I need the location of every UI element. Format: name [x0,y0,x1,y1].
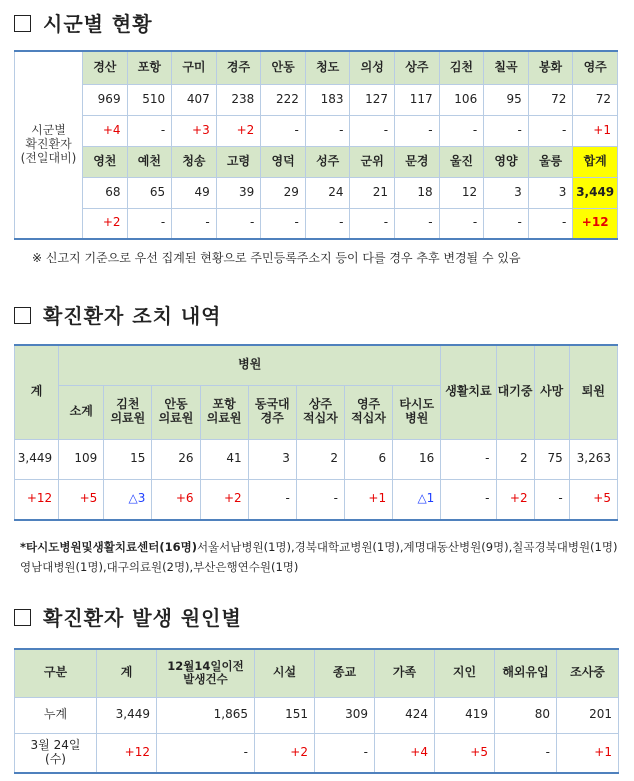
city-total: 72 [528,84,573,115]
actions-footnote: *타시도병원및생활치료센터(16명)서울서남병원(1명),경북대학교병원(1명),계명대동산병원(9명),칠곡경북대병원(1명) 영남대병원(1명),대구의료원(2명),부산은행연수원(1명) [20,540,618,574]
city-total: 12 [439,177,484,208]
city-change: +3 [172,115,217,146]
cell: +5 [435,733,495,773]
row1-names [15,51,618,84]
city-name: 청송 [172,146,217,177]
city-total: 95 [484,84,529,115]
head-hospital-gimcheon: 김천 의료원 [104,385,152,439]
cell: +2 [200,479,248,520]
cell: +2 [255,733,315,773]
head-hospital-dongguk: 동국대 경주 [248,385,296,439]
cell: 3 [248,439,296,479]
cell: 누계 [15,697,97,733]
cell: - [441,439,496,479]
head-hospital-pohang: 포항 의료원 [200,385,248,439]
city-total: 510 [127,84,172,115]
cell: +1 [557,733,619,773]
cell: - [315,733,375,773]
city-name: 고령 [216,146,261,177]
city-name: 영주 [573,51,618,84]
section-title-city: 시군별 현황 [14,8,153,37]
cell: - [495,733,557,773]
actions-changes-row [15,479,618,520]
cell: 424 [375,697,435,733]
head-investigating: 조사중 [557,649,619,697]
head-discharge: 퇴원 [569,345,617,439]
cell: - [296,479,344,520]
grand-total: 3,449 [573,177,618,208]
cell: - [441,479,496,520]
city-total: 238 [216,84,261,115]
grand-total-change: +12 [573,208,618,239]
city-name: 성주 [305,146,350,177]
cell: 26 [152,439,200,479]
row1-totals [15,84,618,115]
city-name: 포항 [127,51,172,84]
cell: - [248,479,296,520]
city-status-table [14,50,618,240]
cell: 75 [534,439,569,479]
city-change: - [484,115,529,146]
city-change: - [439,208,484,239]
head-total: 계 [97,649,157,697]
head-overseas: 해외유입 [495,649,557,697]
city-change: - [484,208,529,239]
head-hospital-other: 타시도 병원 [393,385,441,439]
city-change: - [305,115,350,146]
checkbox-square-icon [14,609,31,626]
city-name: 상주 [395,51,440,84]
city-change: +4 [83,115,128,146]
city-total: 117 [395,84,440,115]
cell: △3 [104,479,152,520]
city-name: 안동 [261,51,306,84]
cell: - [534,479,569,520]
total-label: 합계 [573,146,618,177]
head-death: 사망 [534,345,569,439]
city-total: 3 [484,177,529,208]
cell: +5 [569,479,617,520]
causes-daily-row [15,733,619,773]
cell: +12 [97,733,157,773]
city-name: 문경 [395,146,440,177]
cell: - [157,733,255,773]
city-total: 3 [528,177,573,208]
city-total: 49 [172,177,217,208]
head-acquaintance: 지인 [435,649,495,697]
city-change: - [350,208,395,239]
cell: 2 [496,439,534,479]
city-total: 72 [573,84,618,115]
cell: 6 [344,439,392,479]
city-name: 청도 [305,51,350,84]
city-change: - [127,208,172,239]
actions-table [14,344,618,521]
cell: +4 [375,733,435,773]
head-total: 계 [15,345,59,439]
cell: +12 [15,479,59,520]
city-total: 407 [172,84,217,115]
city-footnote: ※ 신고지 기준으로 우선 집계된 현황으로 주민등록주소지 등이 다를 경우 추후 변경될 수 있음 [32,251,521,265]
cell: 201 [557,697,619,733]
cell: 15 [104,439,152,479]
cell: 419 [435,697,495,733]
city-change: - [528,115,573,146]
city-name: 구미 [172,51,217,84]
city-change: - [395,208,440,239]
city-name: 경산 [83,51,128,84]
city-name: 영덕 [261,146,306,177]
actions-totals-row [15,439,618,479]
cell: 41 [200,439,248,479]
city-name: 울릉 [528,146,573,177]
city-change: - [305,208,350,239]
cell: 109 [59,439,104,479]
date-label: 3월 24일 (수) [15,733,97,773]
city-total: 39 [216,177,261,208]
side-label: 시군별 확진환자 (전일대비) [15,51,83,239]
city-total: 127 [350,84,395,115]
city-name: 김천 [439,51,484,84]
cell: 16 [393,439,441,479]
head-life-treatment: 생활치료 [441,345,496,439]
head-facility: 시설 [255,649,315,697]
city-change: - [216,208,261,239]
head-category: 구분 [15,649,97,697]
city-change: - [439,115,484,146]
cell: 3,449 [97,697,157,733]
city-change: - [350,115,395,146]
cell: +5 [59,479,104,520]
row2-changes [15,208,618,239]
cell: 1,865 [157,697,255,733]
head-waiting: 대기중 [496,345,534,439]
city-total: 65 [127,177,172,208]
city-name: 영양 [484,146,529,177]
city-change: +1 [573,115,618,146]
cell: 80 [495,697,557,733]
city-total: 18 [395,177,440,208]
city-name: 울진 [439,146,484,177]
cell: 309 [315,697,375,733]
city-change: - [127,115,172,146]
cell: 3,263 [569,439,617,479]
causes-cumulative-row [15,697,619,733]
cell: 151 [255,697,315,733]
head-family: 가족 [375,649,435,697]
city-total: 24 [305,177,350,208]
city-change: - [261,208,306,239]
city-change: - [172,208,217,239]
city-total: 222 [261,84,306,115]
head-hospital-andong: 안동 의료원 [152,385,200,439]
cell: 2 [296,439,344,479]
head-hospital: 병원 [59,345,441,385]
row2-totals [15,177,618,208]
cell: 3,449 [15,439,59,479]
head-hospital-sangju: 상주 적십자 [296,385,344,439]
city-total: 68 [83,177,128,208]
head-before-dec14: 12월14일이전 발생건수 [157,649,255,697]
city-name: 봉화 [528,51,573,84]
section-title-causes: 확진환자 발생 원인별 [14,602,242,631]
city-change: - [395,115,440,146]
city-name: 경주 [216,51,261,84]
row1-changes [15,115,618,146]
section-title-actions: 확진환자 조치 내역 [14,300,222,329]
city-total: 106 [439,84,484,115]
city-name: 칠곡 [484,51,529,84]
city-change: - [261,115,306,146]
city-name: 영천 [83,146,128,177]
cell: +2 [496,479,534,520]
city-name: 의성 [350,51,395,84]
checkbox-square-icon [14,307,31,324]
city-total: 183 [305,84,350,115]
head-subtotal: 소계 [59,385,104,439]
city-change: +2 [216,115,261,146]
city-name: 군위 [350,146,395,177]
causes-table [14,648,619,774]
city-total: 29 [261,177,306,208]
city-total: 21 [350,177,395,208]
city-change: - [528,208,573,239]
cell: +6 [152,479,200,520]
city-name: 예천 [127,146,172,177]
city-change: +2 [83,208,128,239]
cell: +1 [344,479,392,520]
head-religion: 종교 [315,649,375,697]
head-hospital-yeongju: 영주 적십자 [344,385,392,439]
city-total: 969 [83,84,128,115]
cell: △1 [393,479,441,520]
row2-names [15,146,618,177]
checkbox-square-icon [14,15,31,32]
